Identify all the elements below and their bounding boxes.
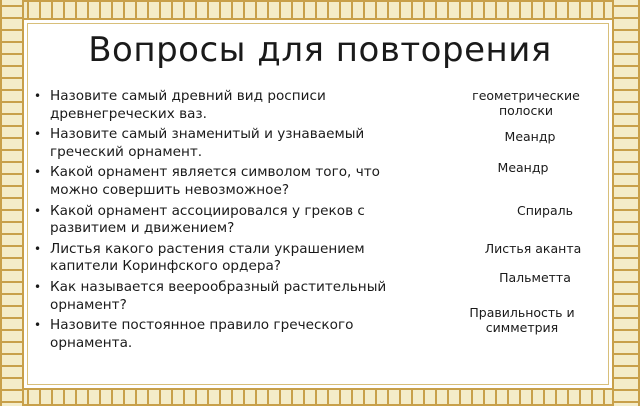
bullet-icon: •	[34, 318, 42, 333]
bullet-icon: •	[34, 241, 42, 256]
bullet-icon: •	[34, 127, 42, 142]
question-item	[34, 126, 429, 161]
question-text: Как называется веерообразный растительный орнамент?	[50, 278, 387, 313]
question-item	[34, 203, 429, 238]
question-text: Какой орнамент является символом того, что можно совершить невозможное?	[50, 164, 380, 198]
answer-text: Листья аканта	[484, 241, 582, 256]
bullet-icon: •	[34, 203, 42, 218]
question-text: Листья какого растения стали украшением капители Коринфского ордера?	[50, 240, 365, 275]
answer-text: Правильность и симметрия	[469, 305, 575, 335]
question-list	[34, 88, 429, 355]
answer-text: геометрические полоски	[472, 88, 580, 118]
bullet-icon: •	[34, 89, 42, 103]
greek-key-border-bottom	[0, 388, 640, 406]
question-item	[34, 164, 429, 199]
slide-title: Вопросы для повторения	[88, 30, 552, 70]
bullet-icon: •	[34, 279, 42, 294]
answer-text: Пальметта	[499, 270, 571, 285]
question-item	[34, 241, 429, 276]
bullet-icon: •	[34, 165, 42, 180]
answer-text: Спираль	[517, 203, 573, 218]
question-text: Какой орнамент ассоциировался у греков с развитием и движением?	[50, 202, 365, 237]
question-text: Назовите самый древний вид росписи древнегреческих ваз.	[50, 88, 326, 122]
answer-text: Меандр	[504, 129, 556, 144]
question-item	[34, 279, 429, 314]
question-item	[34, 88, 429, 123]
greek-key-border-top	[0, 0, 640, 20]
question-item	[34, 317, 429, 352]
answer-text: Меандр	[497, 160, 549, 175]
question-text: Назовите самый знаменитый и узнаваемый греческий орнамент.	[50, 126, 365, 160]
question-text: Назовите постоянное правило греческого орнамента.	[50, 317, 354, 351]
